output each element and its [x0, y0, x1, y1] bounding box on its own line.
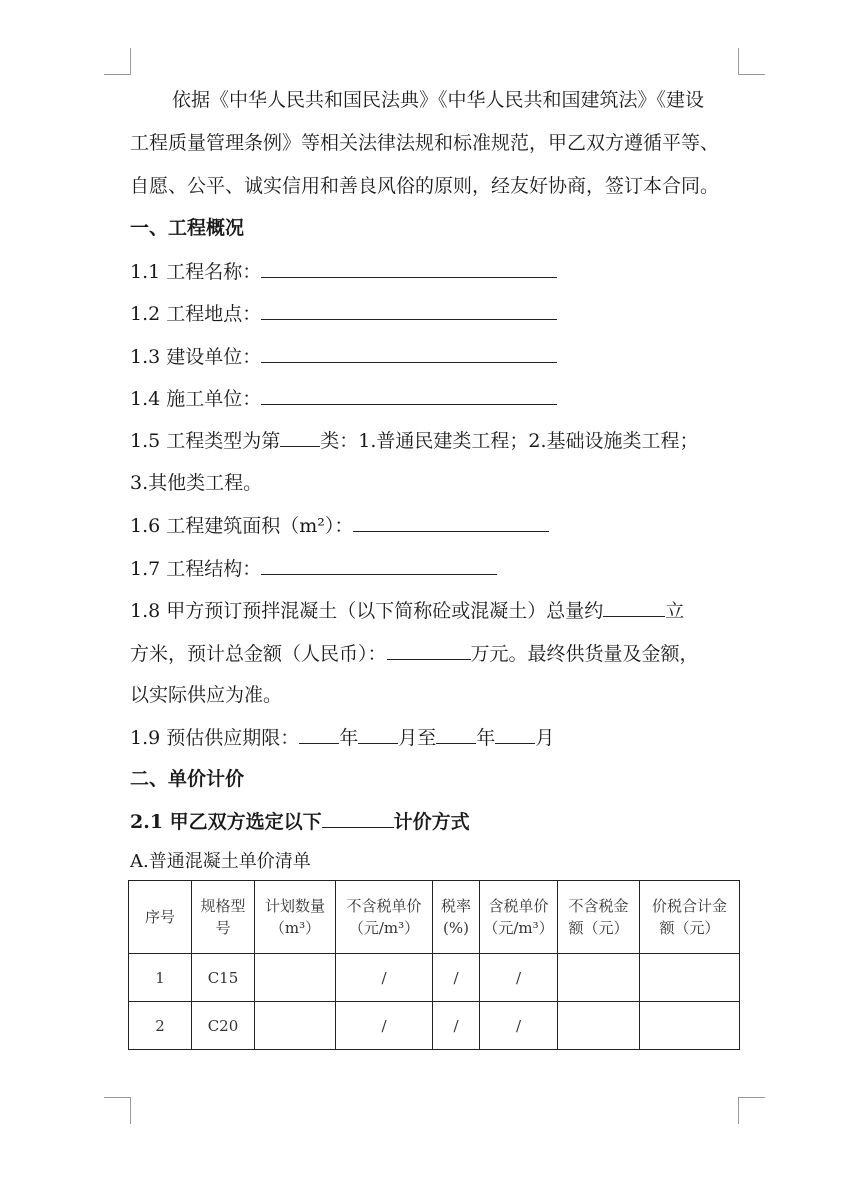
field-pricing-method [130, 809, 470, 834]
header-tax-rate [433, 881, 480, 954]
cell-planned-qty[interactable] [255, 954, 336, 1002]
header-spec [192, 881, 255, 954]
field-structure [130, 556, 497, 581]
concrete-volume-blank[interactable] [603, 598, 665, 617]
cell-amount-ex-tax[interactable] [558, 1002, 640, 1050]
cell-amount-ex-tax[interactable] [558, 954, 640, 1002]
header-price-ex-tax [336, 881, 433, 954]
cell-tax-rate: / [433, 1002, 480, 1050]
header-line: （m³） [269, 919, 321, 937]
field-text: 万元。最终供货量及金额， [470, 643, 699, 665]
price-list-subtitle: A.普通混凝土单价清单 [130, 851, 311, 872]
pricing-method-blank[interactable] [322, 809, 394, 828]
cell-planned-qty[interactable] [255, 1002, 336, 1050]
building-area-blank[interactable] [353, 513, 549, 532]
table-row [129, 1002, 740, 1050]
header-line: 不含税金 [568, 897, 629, 915]
field-label: 方米，预计总金额（人民币）： [130, 643, 387, 665]
field-label: 1.2 工程地点： [130, 303, 262, 325]
header-line: 计划数量 [264, 897, 325, 915]
field-contractor-unit [130, 386, 557, 411]
table-row [129, 954, 740, 1002]
cell-total-amount[interactable] [640, 954, 740, 1002]
project-type-blank[interactable] [280, 428, 320, 447]
concrete-note: 以实际供应为准。 [130, 684, 283, 706]
contractor-unit-blank[interactable] [261, 386, 557, 405]
cell-price-incl-tax: / [480, 954, 558, 1002]
field-label: 1.7 工程结构： [130, 558, 262, 580]
header-line: 额（元） [568, 919, 629, 937]
field-label: 2.1 甲乙双方选定以下 [130, 811, 322, 833]
field-project-location [130, 301, 557, 326]
cell-spec: C15 [192, 954, 255, 1002]
field-label: 1.4 施工单位： [130, 388, 262, 410]
project-location-blank[interactable] [261, 301, 557, 320]
start-year-blank[interactable] [299, 725, 339, 744]
field-label: 1.5 工程类型为第 [130, 430, 281, 452]
field-total-amount [130, 641, 699, 666]
end-year-blank[interactable] [436, 725, 476, 744]
cell-spec: C20 [192, 1002, 255, 1050]
month-label: 月至 [398, 727, 437, 749]
crop-mark-top-left [104, 48, 131, 75]
header-planned-qty [255, 881, 336, 954]
project-type-cont: 3.其他类工程。 [130, 472, 263, 494]
intro-line-1: 依据《中华人民共和国民法典》《中华人民共和国建筑法》《建设 [172, 89, 705, 111]
header-line: 含税单价 [488, 897, 549, 915]
cell-price-incl-tax: / [480, 1002, 558, 1050]
field-supply-period [130, 725, 554, 750]
header-line: 价税合计金 [651, 897, 727, 915]
field-label: 1.3 建设单位： [130, 346, 262, 368]
field-project-name [130, 259, 557, 284]
field-text: 计价方式 [393, 811, 470, 833]
structure-blank[interactable] [261, 556, 497, 575]
section-2-title: 二、单价计价 [130, 768, 245, 790]
cell-tax-rate: / [433, 954, 480, 1002]
header-line: 额（元） [659, 919, 720, 937]
header-line: (%) [443, 919, 469, 937]
header-amount-ex-tax [558, 881, 640, 954]
year-label: 年 [339, 727, 359, 749]
project-name-blank[interactable] [261, 259, 557, 278]
intro-line-3: 自愿、公平、诚实信用和善良风俗的原则，经友好协商，签订本合同。 [130, 175, 720, 197]
construction-unit-blank[interactable] [261, 344, 557, 363]
cell-total-amount[interactable] [640, 1002, 740, 1050]
field-text: 立 [665, 600, 685, 622]
year-label: 年 [476, 727, 496, 749]
cell-index: 1 [129, 954, 192, 1002]
field-project-type [130, 428, 699, 453]
field-label: 1.9 预估供应期限： [130, 727, 300, 749]
field-label: 1.6 工程建筑面积（m²）： [130, 515, 354, 537]
header-line: 号 [215, 919, 231, 937]
field-building-area [130, 513, 549, 538]
field-construction-unit [130, 344, 557, 369]
intro-line-2: 工程质量管理条例》等相关法律法规和标准规范，甲乙双方遵循平等、 [130, 132, 720, 154]
crop-mark-bottom-left [104, 1097, 131, 1124]
cell-price-ex-tax: / [336, 954, 433, 1002]
price-table [128, 880, 740, 1050]
cell-price-ex-tax: / [336, 1002, 433, 1050]
header-line: （元/m³） [348, 919, 420, 937]
cell-index: 2 [129, 1002, 192, 1050]
field-text: 类：1.普通民建类工程；2.基础设施类工程； [320, 430, 699, 452]
end-month-blank[interactable] [495, 725, 535, 744]
month-label: 月 [535, 727, 555, 749]
crop-mark-bottom-right [738, 1097, 765, 1124]
header-line: 规格型 [200, 897, 246, 915]
header-line: 税率 [440, 897, 471, 915]
field-label: 1.1 工程名称： [130, 261, 262, 283]
header-line: 不含税单价 [346, 897, 422, 915]
field-concrete-volume [130, 598, 684, 623]
total-amount-blank[interactable] [387, 641, 471, 660]
start-month-blank[interactable] [358, 725, 398, 744]
crop-mark-top-right [738, 48, 765, 75]
header-price-incl-tax [480, 881, 558, 954]
header-total-amount [640, 881, 740, 954]
header-line: （元/m³） [483, 919, 554, 937]
section-1-title: 一、工程概况 [130, 217, 245, 239]
table-header-row [129, 881, 740, 954]
header-index [129, 881, 192, 954]
field-label: 1.8 甲方预订预拌混凝土（以下简称砼或混凝土）总量约 [130, 600, 604, 622]
header-line: 序号 [144, 908, 175, 926]
